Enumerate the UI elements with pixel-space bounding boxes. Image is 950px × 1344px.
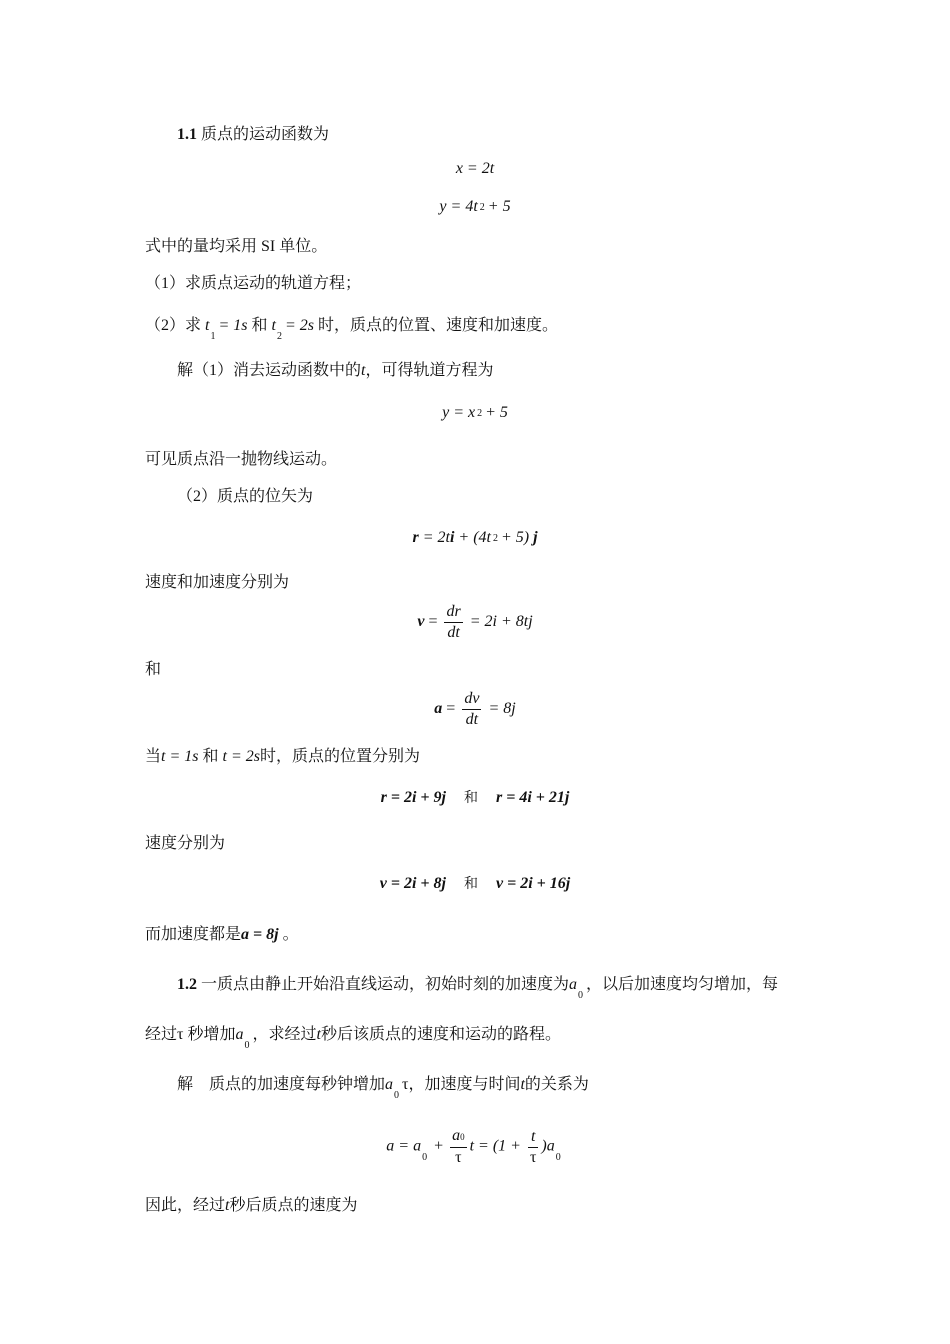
fraction bbox=[528, 1127, 538, 1168]
text: ，以后加速度均匀增加，每 bbox=[586, 976, 779, 993]
eq-part: + 5 bbox=[485, 404, 508, 421]
problem-number: 1.1 bbox=[177, 126, 197, 143]
value: v = 2i + 16j bbox=[496, 875, 571, 892]
eq-part: + (4t bbox=[458, 529, 491, 546]
eq-part: y = 4t bbox=[439, 198, 478, 215]
numerator: dv bbox=[462, 689, 481, 710]
text: 秒增加 bbox=[187, 1026, 236, 1043]
parabola-note: 可见质点沿一抛物线运动。 bbox=[145, 451, 338, 468]
units-note: 式中的量均采用 SI 单位。 bbox=[145, 238, 328, 255]
text: 经过 bbox=[145, 1026, 178, 1043]
text: 时，质点的位置、速度和加速度。 bbox=[318, 317, 559, 334]
eq-part: y = x bbox=[442, 404, 476, 421]
eq-part: + bbox=[434, 1137, 444, 1155]
text: 解 质点的加速度每秒钟增加 bbox=[177, 1076, 386, 1093]
var: t bbox=[271, 317, 276, 334]
time-condition bbox=[145, 746, 420, 768]
question-2 bbox=[145, 315, 559, 342]
denominator: τ bbox=[529, 1148, 537, 1166]
solution-1-2-intro bbox=[177, 1074, 589, 1101]
subscript: 0 bbox=[578, 990, 584, 1001]
numerator: dr bbox=[444, 602, 462, 623]
eq-part: t = (1 + bbox=[469, 1137, 521, 1155]
denominator: τ bbox=[455, 1149, 462, 1166]
eq-part: = 8j bbox=[488, 700, 516, 718]
var: a bbox=[235, 1026, 244, 1043]
position-values bbox=[0, 787, 950, 810]
vec: r bbox=[412, 529, 419, 546]
exponent: 2 bbox=[492, 533, 498, 544]
fraction bbox=[462, 689, 481, 730]
solution-1-intro bbox=[177, 360, 493, 382]
problem-1-2-line-1 bbox=[177, 974, 779, 1001]
eq-part: + 5 bbox=[487, 198, 511, 215]
eq-part: = bbox=[428, 613, 438, 631]
text: 和 bbox=[251, 317, 268, 334]
eq-part: + 5) bbox=[500, 529, 530, 546]
value: a = 8j bbox=[241, 926, 279, 943]
value: = 2s bbox=[284, 317, 314, 334]
var: t bbox=[316, 1026, 321, 1043]
text: 因此，经过 bbox=[145, 1197, 226, 1214]
value: t = 1s bbox=[161, 748, 199, 765]
text: 解（1）消去运动函数中的 bbox=[177, 362, 362, 379]
velocity-intro: 速度分别为 bbox=[145, 835, 226, 852]
vec: v bbox=[417, 613, 425, 631]
numerator: t bbox=[528, 1127, 538, 1148]
value: = 1s bbox=[218, 317, 248, 334]
eq-part: = 2t bbox=[422, 529, 450, 546]
subscript: 0 bbox=[460, 1132, 465, 1142]
var: t bbox=[205, 317, 210, 334]
denominator: dt bbox=[447, 624, 460, 641]
problem-1-2-line-2 bbox=[145, 1024, 561, 1051]
velocity-equation bbox=[0, 602, 950, 643]
value: r = 2i + 9j bbox=[380, 789, 446, 806]
value: v = 2i + 8j bbox=[379, 875, 446, 892]
problem-text: 质点的运动函数为 bbox=[201, 126, 330, 143]
vec: a bbox=[434, 700, 443, 718]
eq-part: = bbox=[446, 700, 456, 718]
equation-y bbox=[0, 196, 950, 220]
fraction bbox=[450, 1126, 467, 1168]
acceleration-time-equation bbox=[0, 1126, 950, 1168]
text: 。 bbox=[282, 926, 299, 943]
vec: i bbox=[449, 529, 455, 546]
var: a bbox=[569, 976, 578, 993]
trajectory-equation bbox=[0, 402, 950, 426]
exponent: 2 bbox=[477, 408, 483, 419]
value: t = 2s bbox=[222, 748, 260, 765]
eq-part: a = a bbox=[386, 1137, 422, 1155]
text: ，求经过 bbox=[252, 1026, 317, 1043]
vec: j bbox=[533, 529, 538, 546]
text: 和 bbox=[202, 748, 219, 765]
text: （2）求 bbox=[145, 317, 202, 334]
problem-number: 1.2 bbox=[177, 976, 197, 993]
acceleration-equation bbox=[0, 689, 950, 730]
text: 而加速度都是 bbox=[145, 926, 242, 943]
therefore-line bbox=[145, 1195, 357, 1217]
denominator: dt bbox=[465, 711, 479, 728]
var: τ bbox=[402, 1076, 409, 1093]
eq-part: )a bbox=[541, 1137, 555, 1155]
text: ，可得轨道方程为 bbox=[365, 362, 494, 379]
question-1: （1）求质点运动的轨道方程； bbox=[145, 275, 362, 292]
text: 秒后该质点的速度和运动的路程。 bbox=[320, 1026, 561, 1043]
problem-1-1-title bbox=[177, 124, 329, 146]
eq-part: = 2i + 8tj bbox=[469, 613, 533, 631]
subscript: 0 bbox=[244, 1040, 250, 1051]
numerator: a bbox=[452, 1127, 461, 1144]
text: 秒后质点的速度为 bbox=[229, 1197, 358, 1214]
subscript: 0 bbox=[555, 1151, 561, 1163]
and-text: 和 bbox=[145, 661, 162, 678]
text: 当 bbox=[145, 748, 162, 765]
text: 一质点由静止开始沿直线运动，初始时刻的加速度为 bbox=[201, 976, 570, 993]
position-vector-equation bbox=[0, 527, 950, 551]
velocity-acceleration-intro: 速度和加速度分别为 bbox=[145, 574, 290, 591]
fraction bbox=[444, 602, 462, 643]
var: τ bbox=[177, 1026, 184, 1043]
var: t bbox=[520, 1076, 525, 1093]
var: t bbox=[225, 1197, 230, 1214]
equation-x: x = 2t bbox=[455, 160, 495, 177]
text: 的关系为 bbox=[524, 1076, 589, 1093]
subscript: 0 bbox=[394, 1090, 400, 1101]
acceleration-final bbox=[145, 924, 299, 946]
subscript: 1 bbox=[210, 331, 216, 342]
text: 和 bbox=[464, 877, 478, 892]
subscript: 2 bbox=[276, 331, 282, 342]
var: a bbox=[385, 1076, 394, 1093]
velocity-values bbox=[0, 873, 950, 896]
subscript: 0 bbox=[422, 1151, 428, 1163]
solution-2-intro: （2）质点的位矢为 bbox=[177, 488, 314, 505]
exponent: 2 bbox=[479, 202, 485, 213]
text: 和 bbox=[464, 791, 478, 806]
value: r = 4i + 21j bbox=[496, 789, 570, 806]
text: ，加速度与时间 bbox=[408, 1076, 521, 1093]
text: 时，质点的位置分别为 bbox=[259, 748, 420, 765]
var: t bbox=[361, 362, 366, 379]
